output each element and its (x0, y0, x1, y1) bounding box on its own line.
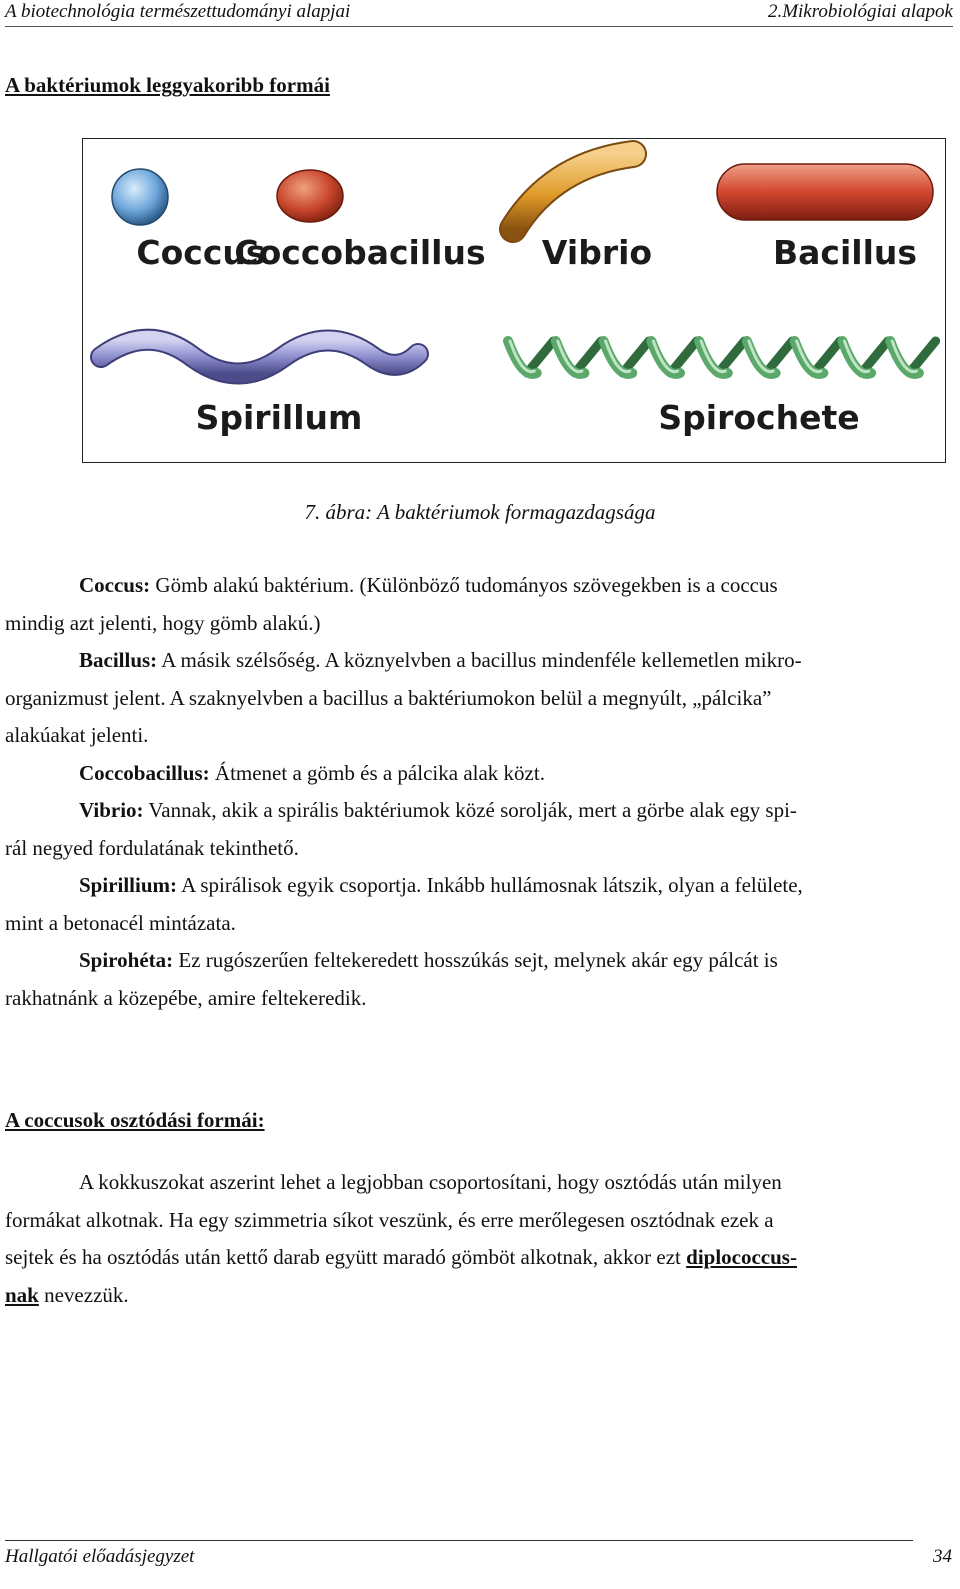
def-bacillus-line2: organizmust jelent. A szaknyelvben a bacillus a baktériumokon belül a megnyúlt, „pálcika” (5, 685, 772, 710)
page-header (5, 0, 953, 27)
term-bacillus: Bacillus: (79, 648, 158, 672)
division-line3-text: sejtek és ha osztódás után kettő darab együtt maradó gömböt alkotnak, akkor ezt (5, 1245, 687, 1269)
figure-caption: 7. ábra: A baktériumok formagazdagsága (304, 500, 656, 524)
term-spiroheta: Spirohéta: (79, 948, 174, 972)
division-line1: A kokkuszokat aszerint lehet a legjobban csoportosítani, hogy osztódás után milyen (79, 1170, 782, 1194)
label-spirochete: Spirochete (658, 398, 860, 437)
label-coccobacillus: Coccobacillus (234, 233, 486, 272)
def-bacillus-line1 (5, 642, 955, 680)
label-vibrio: Vibrio (541, 233, 653, 272)
term-diplococcus-end: nak (5, 1282, 39, 1307)
def-vibrio-text1: Vannak, akik a spirális baktériumok közé sorolják, mert a görbe alak egy spi- (143, 798, 797, 822)
division-line4 (5, 1277, 955, 1315)
def-vibrio-line1 (5, 792, 955, 830)
def-spiroheta-line1 (5, 942, 955, 980)
figure-illustration (83, 139, 945, 462)
division-line2: formákat alkotnak. Ha egy szimmetria síkot veszünk, és erre merőlegesen osztódnak ezek a (5, 1207, 774, 1232)
term-coccobacillus: Coccobacillus: (79, 760, 210, 785)
division-paragraph (5, 1164, 955, 1314)
def-coccus-line1 (5, 567, 955, 605)
label-bacillus: Bacillus (772, 233, 918, 272)
def-spirillium-line2: mint a betonacél mintázata. (5, 910, 236, 935)
header-right: 2.Mikrobiológiai alapok (767, 1, 953, 22)
vibrio-shape (513, 154, 633, 229)
coccobacillus-shape (277, 170, 343, 222)
definitions (5, 567, 955, 1017)
def-bacillus-line3: alakúakat jelenti. (5, 723, 149, 747)
spirochete-coil-back (527, 341, 936, 373)
label-spirillum: Spirillum (195, 398, 363, 437)
division-line4-text: nevezzük. (38, 1282, 129, 1307)
def-spiroheta-line2: rakhatnánk a közepébe, amire feltekeredik. (5, 985, 367, 1010)
def-coccobacillus-line1 (5, 755, 955, 793)
def-coccus-text1: Gömb alakú baktérium. (Különböző tudományos szövegekben is a coccus (150, 573, 778, 597)
division-line3 (5, 1239, 955, 1277)
header-left: A biotechnológia természettudományi alapjai (5, 1, 351, 22)
term-coccus: Coccus: (79, 573, 151, 597)
footer-left: Hallgatói előadásjegyzet (5, 1546, 195, 1567)
footer-rule (5, 1540, 913, 1541)
coccus-shape (112, 169, 168, 225)
def-coccobacillus-text1: Átmenet a gömb és a pálcika alak közt. (209, 760, 545, 785)
def-vibrio-line2: rál negyed fordulatának tekinthető. (5, 835, 299, 860)
def-spirillium-text1: A spirálisok egyik csoportja. Inkább hullámosnak látszik, olyan a felülete, (177, 873, 803, 897)
bacillus-shape (717, 164, 933, 220)
term-vibrio: Vibrio: (79, 798, 144, 822)
def-bacillus-text1: A másik szélsőség. A köznyelvben a bacillus mindenféle kellemetlen mikro- (157, 648, 802, 672)
term-spirillium: Spirillium: (79, 873, 178, 897)
figure-bacteria-shapes (82, 138, 946, 463)
spirochete-shape (508, 341, 936, 374)
section-title-division: A coccusok osztódási formái: (5, 1108, 265, 1132)
def-spirillium-line1 (5, 867, 955, 905)
def-coccus-line2: mindig azt jelenti, hogy gömb alakú.) (5, 610, 321, 635)
page-number: 34 (933, 1546, 952, 1567)
section-title-shapes: A baktériumok leggyakoribb formái (5, 73, 330, 97)
term-diplococcus: diplococcus- (686, 1245, 797, 1269)
label-coccus: Coccus (136, 233, 266, 272)
def-spiroheta-text1: Ez rugószerűen feltekeredett hosszúkás sejt, melynek akár egy pálcát is (173, 948, 778, 972)
